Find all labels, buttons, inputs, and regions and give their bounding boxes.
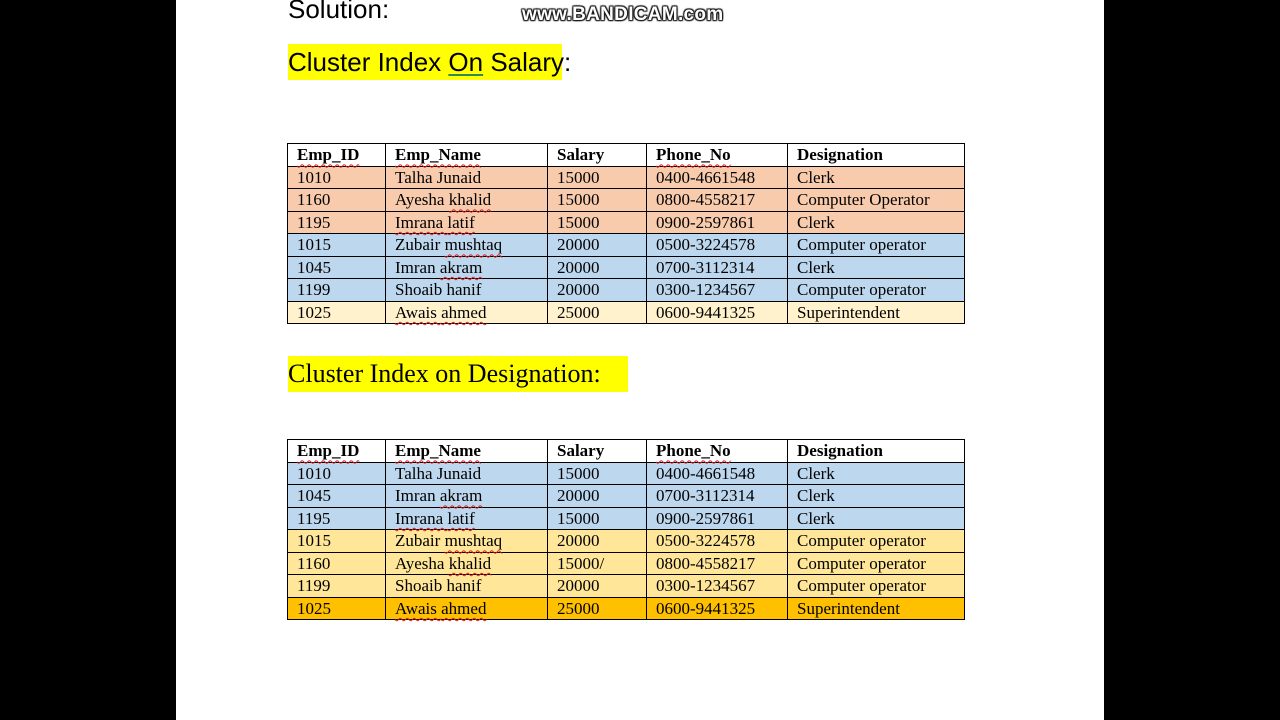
cell-salary: 20000	[548, 485, 647, 508]
cell-salary: 20000	[548, 575, 647, 598]
cell-id: 1010	[288, 166, 386, 189]
table-row	[288, 462, 965, 485]
cell-phone: 0700-3112314	[647, 256, 788, 279]
cell-designation: Computer operator	[788, 575, 965, 598]
cell-name: Awais ahmed	[386, 597, 548, 620]
table-row	[288, 189, 965, 212]
cell-phone: 0400-4661548	[647, 462, 788, 485]
cell-designation: Computer operator	[788, 552, 965, 575]
column-header: Phone_No	[647, 144, 788, 167]
cell-phone: 0600-9441325	[647, 597, 788, 620]
cell-salary: 20000	[548, 256, 647, 279]
cell-name: Zubair mushtaq	[386, 530, 548, 553]
cell-id: 1195	[288, 507, 386, 530]
table-row	[288, 507, 965, 530]
column-header: Emp_Name	[386, 440, 548, 463]
cell-salary: 15000	[548, 211, 647, 234]
cell-salary: 25000	[548, 597, 647, 620]
table-row	[288, 166, 965, 189]
cell-phone: 0500-3224578	[647, 530, 788, 553]
cell-salary: 15000	[548, 189, 647, 212]
cell-salary: 15000/	[548, 552, 647, 575]
column-header: Emp_Name	[386, 144, 548, 167]
cell-id: 1010	[288, 462, 386, 485]
cell-designation: Superintendent	[788, 301, 965, 324]
cell-salary: 20000	[548, 530, 647, 553]
table-header-row	[288, 144, 965, 167]
cell-id: 1015	[288, 530, 386, 553]
cell-designation: Clerk	[788, 211, 965, 234]
table-row	[288, 256, 965, 279]
table-row	[288, 301, 965, 324]
cell-name: Ayesha khalid	[386, 552, 548, 575]
table-row	[288, 552, 965, 575]
cell-salary: 20000	[548, 279, 647, 302]
cell-id: 1195	[288, 211, 386, 234]
solution-heading: Solution:	[288, 0, 390, 24]
cell-phone: 0800-4558217	[647, 552, 788, 575]
cell-designation: Computer operator	[788, 234, 965, 257]
cell-phone: 0400-4661548	[647, 166, 788, 189]
table-cluster-salary	[287, 143, 965, 324]
cell-designation: Clerk	[788, 256, 965, 279]
table-header-row	[288, 440, 965, 463]
bandicam-watermark: www.BANDICAM.com	[522, 4, 724, 25]
title-text: Salary:	[483, 47, 572, 77]
cell-designation: Clerk	[788, 462, 965, 485]
cell-phone: 0900-2597861	[647, 211, 788, 234]
cell-name: Awais ahmed	[386, 301, 548, 324]
cell-phone: 0600-9441325	[647, 301, 788, 324]
cell-phone: 0800-4558217	[647, 189, 788, 212]
cell-designation: Clerk	[788, 485, 965, 508]
cell-phone: 0300-1234567	[647, 279, 788, 302]
table-row	[288, 597, 965, 620]
section-title-salary	[288, 44, 572, 80]
column-header: Emp_ID	[288, 144, 386, 167]
cell-phone: 0300-1234567	[647, 575, 788, 598]
cell-id: 1160	[288, 189, 386, 212]
cell-phone: 0700-3112314	[647, 485, 788, 508]
cell-salary: 15000	[548, 462, 647, 485]
cell-name: Ayesha khalid	[386, 189, 548, 212]
title-text: Cluster Index	[288, 47, 449, 77]
cell-id: 1160	[288, 552, 386, 575]
column-header: Salary	[548, 440, 647, 463]
column-header: Designation	[788, 144, 965, 167]
cell-id: 1015	[288, 234, 386, 257]
cell-designation: Computer Operator	[788, 189, 965, 212]
cell-designation: Computer operator	[788, 279, 965, 302]
cell-id: 1045	[288, 256, 386, 279]
cell-designation: Clerk	[788, 166, 965, 189]
cell-name: Imran akram	[386, 485, 548, 508]
cell-salary: 15000	[548, 507, 647, 530]
cell-name: Imrana latif	[386, 507, 548, 530]
column-header: Designation	[788, 440, 965, 463]
table-row	[288, 530, 965, 553]
cell-name: Imrana latif	[386, 211, 548, 234]
title-text-on: On	[448, 47, 484, 77]
cell-name: Zubair mushtaq	[386, 234, 548, 257]
table-row	[288, 575, 965, 598]
cell-id: 1045	[288, 485, 386, 508]
column-header: Phone_No	[647, 440, 788, 463]
cell-designation: Clerk	[788, 507, 965, 530]
cell-name: Imran akram	[386, 256, 548, 279]
table-row	[288, 234, 965, 257]
section-title-designation: Cluster Index on Designation:	[288, 356, 628, 392]
cell-salary: 25000	[548, 301, 647, 324]
cell-designation: Computer operator	[788, 530, 965, 553]
cell-phone: 0500-3224578	[647, 234, 788, 257]
table-row	[288, 279, 965, 302]
cell-id: 1199	[288, 575, 386, 598]
cell-salary: 20000	[548, 234, 647, 257]
cell-phone: 0900-2597861	[647, 507, 788, 530]
table-cluster-designation	[287, 439, 965, 620]
cell-name: Talha Junaid	[386, 166, 548, 189]
cell-id: 1025	[288, 301, 386, 324]
column-header: Emp_ID	[288, 440, 386, 463]
cell-name: Shoaib hanif	[386, 575, 548, 598]
cell-name: Talha Junaid	[386, 462, 548, 485]
cell-id: 1025	[288, 597, 386, 620]
table-row	[288, 211, 965, 234]
cell-salary: 15000	[548, 166, 647, 189]
cell-id: 1199	[288, 279, 386, 302]
cell-name: Shoaib hanif	[386, 279, 548, 302]
column-header: Salary	[548, 144, 647, 167]
cell-designation: Superintendent	[788, 597, 965, 620]
table-row	[288, 485, 965, 508]
